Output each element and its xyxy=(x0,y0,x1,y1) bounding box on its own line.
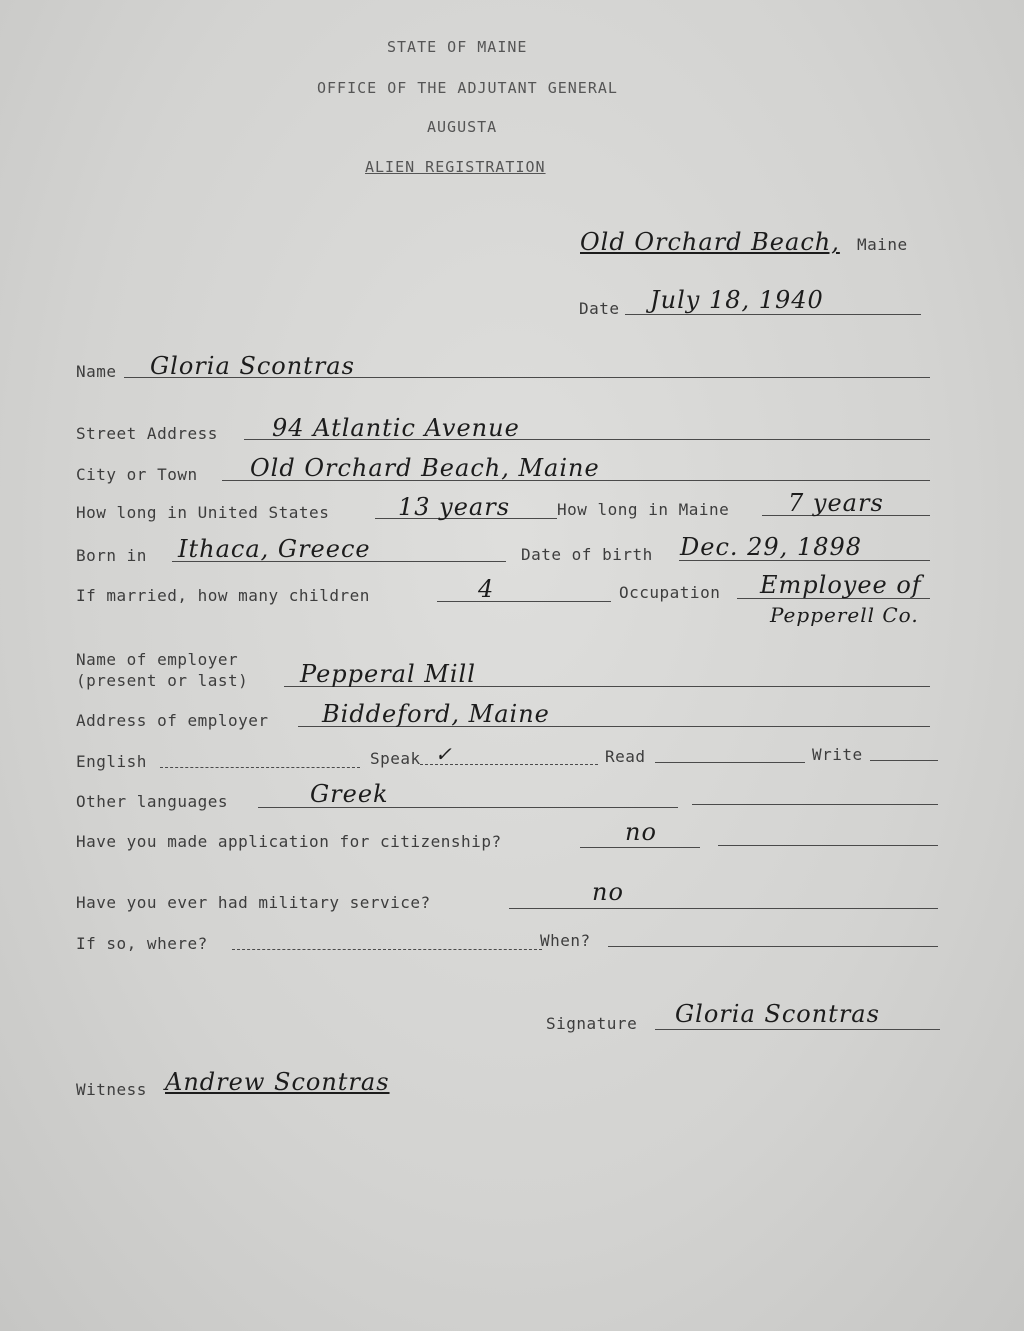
languages-label: Other languages xyxy=(76,792,228,811)
when-label: When? xyxy=(540,931,591,950)
military-value: no xyxy=(592,878,624,906)
military-label: Have you ever had military service? xyxy=(76,893,431,912)
employer-address-value: Biddeford, Maine xyxy=(322,700,550,728)
maine-duration-label: How long in Maine xyxy=(557,500,730,519)
us-duration-label: How long in United States xyxy=(76,503,330,522)
signature-label: Signature xyxy=(546,1014,638,1033)
employer-address-label: Address of employer xyxy=(76,711,269,730)
where-line xyxy=(232,949,542,950)
speak-label: Speak xyxy=(370,749,421,768)
date-label: Date xyxy=(579,299,620,318)
citizenship-line xyxy=(580,847,700,848)
born-value: Ithaca, Greece xyxy=(178,535,371,563)
occupation-value-2: Pepperell Co. xyxy=(770,603,919,627)
citizenship-line-2 xyxy=(718,845,938,846)
street-label: Street Address xyxy=(76,424,218,443)
citizenship-value: no xyxy=(625,818,657,846)
write-line xyxy=(870,760,938,761)
dob-value: Dec. 29, 1898 xyxy=(680,533,863,561)
military-line xyxy=(509,908,938,909)
english-line xyxy=(160,767,360,768)
date-line xyxy=(625,314,921,315)
languages-line-2 xyxy=(692,804,938,805)
signature-line xyxy=(655,1029,940,1030)
children-label: If married, how many children xyxy=(76,586,370,605)
place-value: Old Orchard Beach, xyxy=(580,228,840,256)
english-label: English xyxy=(76,752,147,771)
when-line xyxy=(608,946,938,947)
read-line xyxy=(655,762,805,763)
children-line xyxy=(437,601,611,602)
speak-value: ✓ xyxy=(435,742,453,766)
witness-value: Andrew Scontras xyxy=(165,1068,390,1096)
maine-duration-value: 7 years xyxy=(788,489,884,517)
employer-name-value: Pepperal Mill xyxy=(300,660,476,688)
born-label: Born in xyxy=(76,546,147,565)
place-suffix: Maine xyxy=(857,235,908,254)
street-value: 94 Atlantic Avenue xyxy=(272,414,520,442)
name-label: Name xyxy=(76,362,117,381)
city-value: Old Orchard Beach, Maine xyxy=(250,454,600,482)
name-value: Gloria Scontras xyxy=(150,352,355,380)
date-value: July 18, 1940 xyxy=(650,286,824,314)
us-duration-value: 13 years xyxy=(398,493,511,521)
write-label: Write xyxy=(812,745,863,764)
employer-name-label-1: Name of employer xyxy=(76,650,239,669)
witness-label: Witness xyxy=(76,1080,147,1099)
signature-value: Gloria Scontras xyxy=(675,1000,880,1028)
occupation-value-1: Employee of xyxy=(760,571,922,599)
citizenship-label: Have you made application for citizenship? xyxy=(76,832,502,851)
header-state: STATE OF MAINE xyxy=(387,38,528,56)
dob-label: Date of birth xyxy=(521,545,653,564)
where-label: If so, where? xyxy=(76,934,208,953)
read-label: Read xyxy=(605,747,646,766)
children-value: 4 xyxy=(478,575,495,603)
header-city: AUGUSTA xyxy=(427,118,498,136)
header-title: ALIEN REGISTRATION xyxy=(365,158,546,176)
employer-name-label-2: (present or last) xyxy=(76,671,249,690)
city-label: City or Town xyxy=(76,465,198,484)
occupation-label: Occupation xyxy=(619,583,721,602)
languages-value: Greek xyxy=(310,780,389,808)
header-office: OFFICE OF THE ADJUTANT GENERAL xyxy=(317,79,618,97)
